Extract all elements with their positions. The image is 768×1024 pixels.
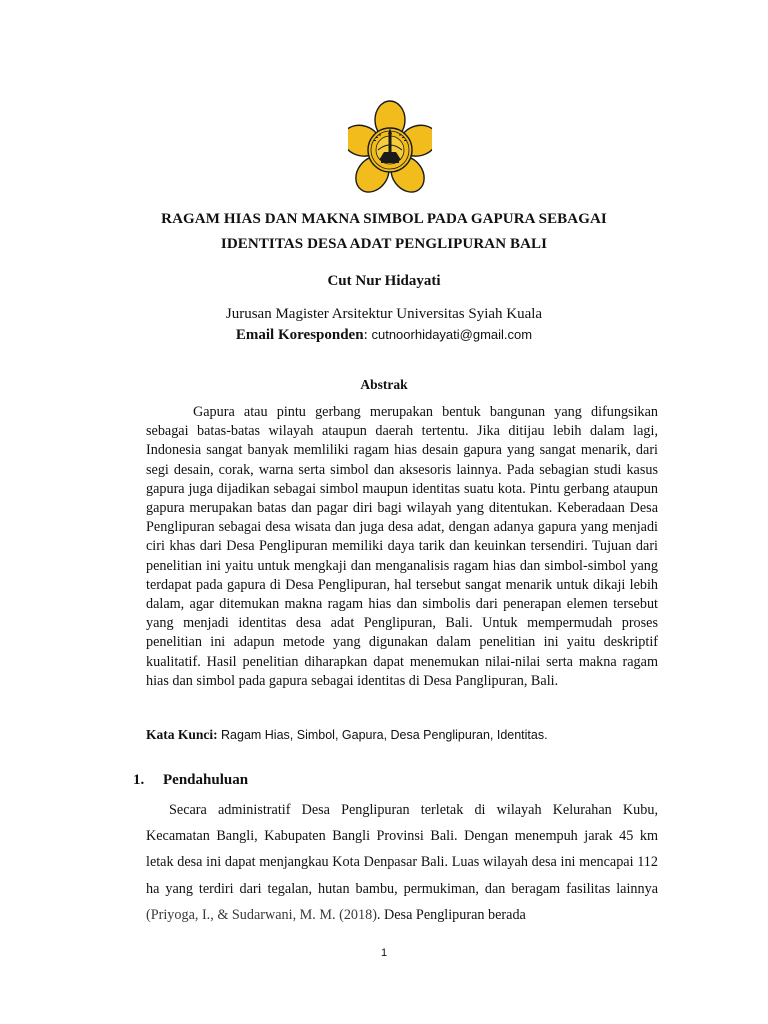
introduction-paragraph [146, 797, 658, 928]
section-number: 1. [133, 772, 145, 788]
abstract-paragraph: Gapura atau pintu gerbang merupakan bentuk bangunan yang difungsikan sebagai batas-batas wilayah ataupun daerah tertentu. Jika ditijau lebih dalam lagi, Indonesia sangat banyak memliliki ragam hias desain gapura yang sangat menarik, dari segi desain, corak, warna serta simbol dan aksesoris lainnya. Pada sebagian studi kasus gapura juga dijadikan sebagai simbol maupun identitas suatu kota. Pintu gerbang ataupun gapura merupakan batas dan pagar diri bagi wilayah yang ditentukan. Keberadaan Desa Penglipuran sebagai desa wisata dan juga desa adat, dengan adanya gapura yang menjadi ciri khas dari Desa Penglipuran memiliki daya tarik dan keuinkan tersendiri. Tujuan dari penelitian ini yaitu untuk mengkaji dan menganalisis ragam hias dan simbol-simbol yang terdapat pada gapura di Desa Penglipuran, hal tersebut sangat menarik untuk dikaji lebih dalam, agar ditemukan makna ragam hias dan simbolis dari penerapan elemen tersebut yang menjadi identitas desa adat Penglipuran, Bali. Untuk mempermudah proses penelitian ini adapun metode yang digunakan dalam penelitian ini yaitu deskriptif kualitatif. Hasil penelitian diharapkan dapat menemukan nilai-nilai serta makna ragam hias dan simbol pada gapura sebagai identitas di Desa Panglipuran, Bali. [146, 404, 658, 689]
paper-title-line-1: RAGAM HIAS DAN MAKNA SIMBOL PADA GAPURA SEBAGAI [161, 211, 607, 227]
email-address[interactable]: cutnoorhidayati@gmail.com [371, 327, 533, 342]
author-name: Cut Nur Hidayati [327, 273, 441, 289]
citation-link[interactable]: (Priyoga, I., & Sudarwani, M. M. (2018) [146, 906, 377, 923]
keywords-label: Kata Kunci: [146, 727, 218, 742]
paper-title-line-2: IDENTITAS DESA ADAT PENGLIPURAN BALI [220, 236, 548, 252]
correspondence-email [0, 327, 768, 344]
page-number: 1 [380, 947, 388, 959]
introduction-body [146, 797, 658, 928]
email-separator: : [363, 327, 372, 343]
email-label: Email Koresponden [235, 327, 364, 343]
section-heading [133, 772, 248, 789]
keywords-value: Ragam Hias, Simbol, Gapura, Desa Penglipuran, Identitas. [221, 728, 548, 742]
introduction-text-continued: . Desa Penglipuran berada [376, 906, 526, 923]
keywords [146, 727, 666, 743]
section-title: Pendahuluan [163, 772, 249, 788]
university-emblem-icon [348, 100, 432, 200]
abstract-body [146, 403, 658, 691]
author-affiliation: Jurusan Magister Arsitektur Universitas Syiah Kuala [225, 306, 543, 322]
introduction-text: Secara administratif Desa Penglipuran terletak di wilayah Kelurahan Kubu, Kecamatan Bangli, Kabupaten Bangli Provinsi Bali. Dengan menempuh jarak 45 km letak desa ini dapat menjangkau Kota Denpasar Bali. Luas wilayah desa ini mencapai 112 ha yang terdiri dari tegalan, hutan bambu, permukiman, dan beragam fasilitas lainnya [146, 802, 658, 897]
abstract-heading: Abstrak [360, 377, 408, 392]
